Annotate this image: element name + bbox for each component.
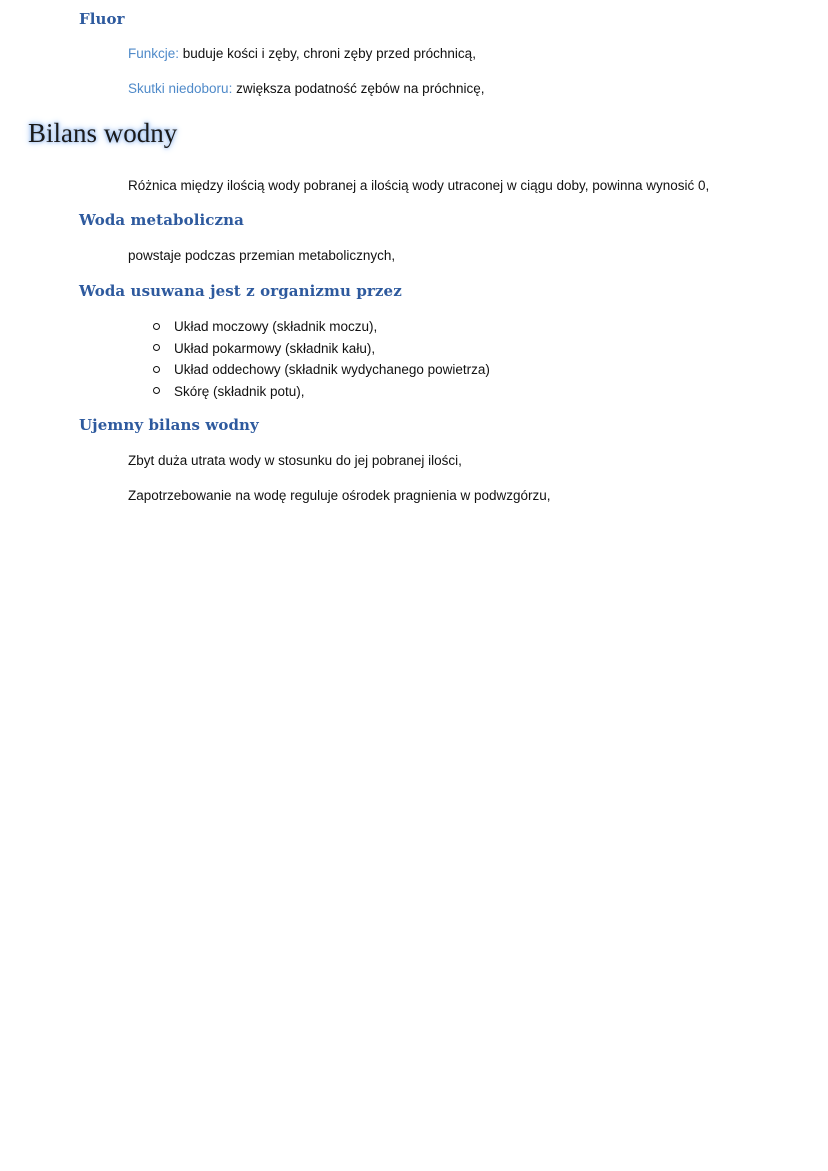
section-heading-woda-metaboliczna: Woda metaboliczna bbox=[79, 211, 244, 229]
circle-bullet-icon bbox=[153, 344, 160, 351]
list-item-text: Układ pokarmowy (składnik kału), bbox=[174, 340, 376, 356]
list-item-text: Układ oddechowy (składnik wydychanego powietrza) bbox=[174, 362, 490, 377]
bilans-definition: Różnica między ilością wody pobranej a ilością wody utraconej w ciągu doby, powinna wynosić 0, bbox=[128, 178, 710, 193]
section-heading-woda-usuwana: Woda usuwana jest z organizmu przez bbox=[79, 282, 402, 300]
ujemny-text-2: Zapotrzebowanie na wodę reguluje ośrodek pragnienia w podwzgórzu, bbox=[128, 488, 551, 503]
list-item bbox=[152, 359, 490, 381]
functions-text: buduje kości i zęby, chroni zęby przed próchnicą, bbox=[179, 46, 476, 61]
section-title-bilans-wodny: Bilans wodny bbox=[28, 118, 178, 148]
section-heading-fluor: Fluor bbox=[79, 10, 125, 28]
list-item-text: Skórę (składnik potu), bbox=[174, 383, 305, 399]
water-removal-list bbox=[152, 316, 490, 402]
functions-label: Funkcje: bbox=[128, 46, 180, 61]
circle-bullet-icon bbox=[153, 366, 160, 373]
list-item-text: Układ moczowy (składnik moczu), bbox=[174, 319, 378, 334]
circle-bullet-icon bbox=[153, 387, 160, 394]
list-item bbox=[152, 381, 490, 403]
fluor-functions-paragraph bbox=[128, 45, 476, 63]
deficiency-text: zwiększa podatność zębów na próchnicę, bbox=[232, 81, 485, 96]
ujemny-text-1: Zbyt duża utrata wody w stosunku do jej pobranej ilości, bbox=[128, 453, 462, 468]
metaboliczna-text: powstaje podczas przemian metabolicznych, bbox=[128, 248, 396, 263]
deficiency-label: Skutki niedoboru: bbox=[128, 81, 233, 96]
list-item bbox=[152, 338, 490, 360]
fluor-deficiency-paragraph bbox=[128, 80, 484, 98]
section-heading-ujemny-bilans: Ujemny bilans wodny bbox=[79, 416, 259, 434]
circle-bullet-icon bbox=[153, 323, 160, 330]
list-item bbox=[152, 316, 490, 338]
